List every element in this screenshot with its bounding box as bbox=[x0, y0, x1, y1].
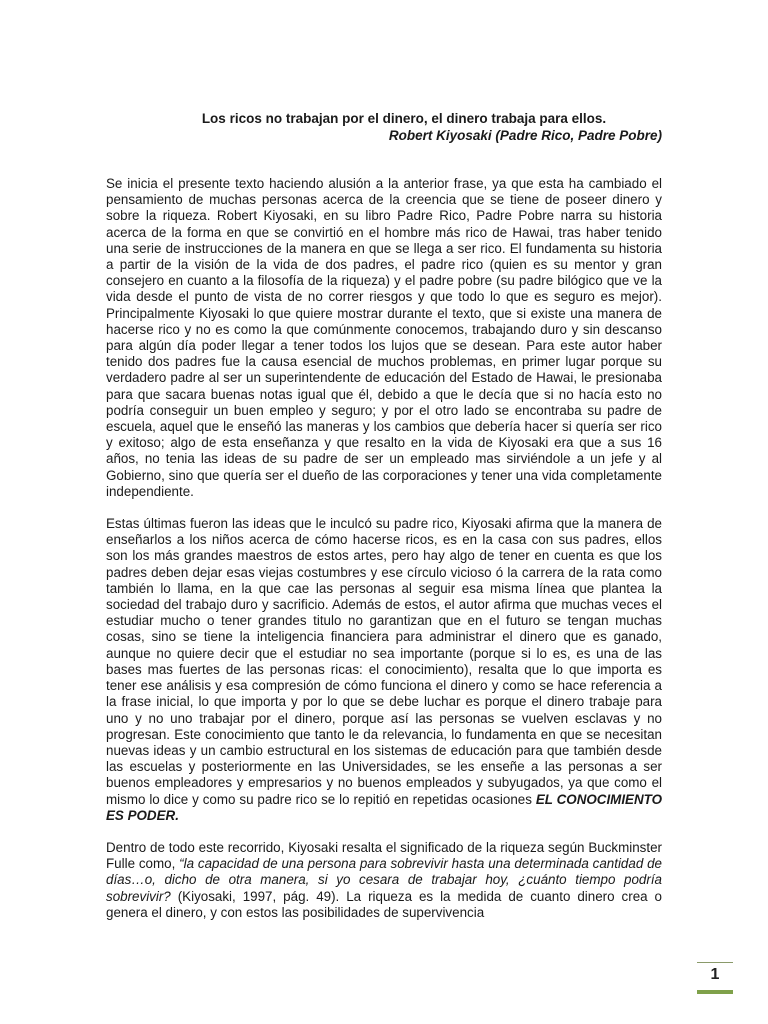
paragraph-2-emphasis: EL CONOCIMIENTO ES PODER. bbox=[106, 791, 662, 823]
paragraph-3-start: Dentro de todo este recorrido, Kiyosaki resalta el significado de la riqueza según Buckminster Fulle como, bbox=[106, 839, 662, 872]
page-number-top-rule bbox=[697, 962, 733, 963]
paragraph-1: Se inicia el presente texto haciendo alusión a la anterior frase, ya que esta ha cambiado el pensamiento de muchas personas acerca de la creencia que se tiene de poseer dinero y sobre la riqueza. Robert Kiyosaki, en su libro Padre Rico, Padre Pobre narra su historia acerca de la forma en que se convirtió en el hombre más rico de Hawai, tras haber tenido una serie de instrucciones de la manera en que se llega a ser rico. El fundamenta su historia a partir de la visión de la vida de dos padres, el padre rico (quien es su mentor y gran consejero en cuanto a la filosofía de la riqueza) y el padre pobre (su padre bilógico que ve la vida desde el punto de vista de no correr riesgos y que todo lo que es seguro es mejor). Principalmente Kiyosaki lo que quiere mostrar durante el texto, que si existe una manera de hacerse rico y no es como la que comúnmente conocemos, trabajando duro y sin descanso para algún día poder llegar a tener todos los lujos que se desean. Para este autor haber tenido dos padres fue la causa esencial de muchos problemas, en primer lugar porque su verdadero padre al ser un superintendente de educación del Estado de Hawai, le presionaba para que sacara buenas notas igual que él, debido a que le decía que si no hacía esto no podría conseguir un buen empleo y seguro; y por el otro lado se encontraba su padre de escuela, aquel que le enseñó las maneras y los cambios que debería hacer si quería ser rico y exitoso; algo de esta enseñanza y que resalto en la vida de Kiyosaki era que a sus 16 años, no tenia las ideas de su padre de ser un empleado mas sirviéndole a un jefe y al Gobierno, sino que quería ser el dueño de las corporaciones y tener una vida completamente independiente. bbox=[106, 176, 662, 499]
paragraph-3-quote: “la capacidad de una persona para sobrevivir hasta una determinada cantidad de días…o, dicho de otra manera, si yo cesara de trabajar hoy, ¿cuánto tiempo podría sobrevivir? bbox=[106, 856, 662, 904]
heading-quote: Los ricos no trabajan por el dinero, el dinero trabaja para ellos. bbox=[201, 111, 607, 126]
page-number-bottom-bar bbox=[697, 990, 733, 994]
paragraph-2-text: Estas últimas fueron las ideas que le inculcó su padre rico, Kiyosaki afirma que la manera de enseñarlos a los niños acerca de cómo hacerse ricos, es en la casa con sus padres, ellos son los más grandes maestros de estos artes, pero hay algo de tener en cuenta es que los padres deben dejar esas viejas costumbres y ese círculo vicioso ó la carrera de la rata como también lo llama, en la que cae las personas al seguir esa misma línea que plantea la sociedad del trabajo duro y sacrificio. Además de estos, el autor afirma que muchas veces el estudiar mucho o tener grandes titulo no garantizan que en el futuro se tengan muchas cosas, sino se tiene la inteligencia financiera para administrar el dinero que es ganado, aunque no quiere decir que el estudiar no sea importante (porque si lo es, es una de las bases mas fuertes de las personas ricas: el conocimiento), resalta que lo que importa es tener ese análisis y esa compresión de cómo funciona el dinero y como se hace referencia a la frase inicial, lo que importa y por lo que se debe luchar es porque el dinero trabaje para uno y no uno trabajar por el dinero, porque así las personas se vuelven esclavas y no progresan. Este conocimiento que tanto le da relevancia, lo fundamenta en que se necesitan nuevas ideas y un cambio estructural en los sistemas de educación para que también desde las escuelas y posteriormente en las Universidades, se les enseñe a las personas a ser buenos empleadores y empresarios y no buenos empleados y subyugados, ya que como el mismo lo dice y como su padre rico se lo repitió en repetidas ocasiones bbox=[106, 516, 662, 807]
page-number-box bbox=[697, 962, 733, 996]
paragraph-2 bbox=[106, 516, 662, 824]
paragraph-3 bbox=[106, 840, 662, 921]
document-heading bbox=[106, 110, 662, 144]
document-body bbox=[106, 176, 662, 937]
heading-author: Robert Kiyosaki (Padre Rico, Padre Pobre) bbox=[388, 128, 662, 143]
page-number: 1 bbox=[710, 966, 720, 983]
paragraph-3-end: (Kiyosaki, 1997, pág. 49). La riqueza es la medida de cuanto dinero crea o genera el dinero, y con estos las posibilidades de supervivencia bbox=[106, 888, 662, 920]
